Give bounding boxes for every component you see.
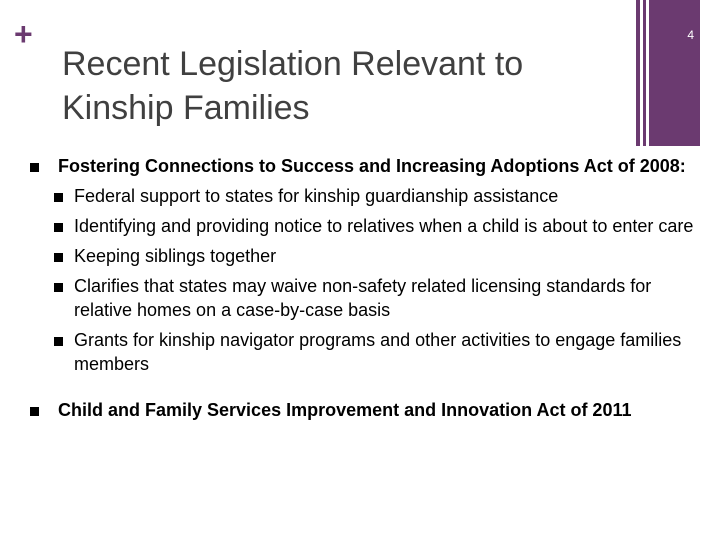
accent-bar-thin-2 (643, 0, 646, 146)
square-bullet-icon (54, 337, 63, 346)
square-bullet-icon (30, 163, 39, 172)
sub-bullet-item (30, 328, 695, 376)
bullet-item (30, 398, 695, 422)
sub-bullet-text: Keeping siblings together (74, 246, 277, 266)
square-bullet-icon (54, 283, 63, 292)
sub-bullet-text: Federal support to states for kinship guardianship assistance (74, 186, 559, 206)
accent-bar-thin (636, 0, 640, 146)
accent-bar-block (649, 0, 700, 146)
sub-bullet-text: Clarifies that states may waive non-safety related licensing standards for relative homes on a case-by-case basis (74, 276, 652, 320)
sub-bullet-item (30, 244, 695, 268)
slide-content (30, 154, 695, 428)
square-bullet-icon (30, 407, 39, 416)
slide-number: 4 (687, 28, 694, 42)
square-bullet-icon (54, 193, 63, 202)
square-bullet-icon (54, 253, 63, 262)
square-bullet-icon (54, 223, 63, 232)
sub-bullet-item (30, 274, 695, 322)
plus-icon: + (14, 16, 33, 52)
sub-bullet-text: Identifying and providing notice to relatives when a child is about to enter care (74, 216, 694, 236)
sub-bullet-item (30, 214, 695, 238)
bullet-item (30, 154, 695, 178)
bullet-text: Fostering Connections to Success and Increasing Adoptions Act of 2008: (58, 156, 686, 176)
sub-bullet-text: Grants for kinship navigator programs and other activities to engage families members (74, 330, 682, 374)
bullet-text: Child and Family Services Improvement and Innovation Act of 2011 (58, 400, 632, 420)
slide-title: Recent Legislation Relevant to Kinship Families (62, 45, 524, 127)
sub-bullet-item (30, 184, 695, 208)
